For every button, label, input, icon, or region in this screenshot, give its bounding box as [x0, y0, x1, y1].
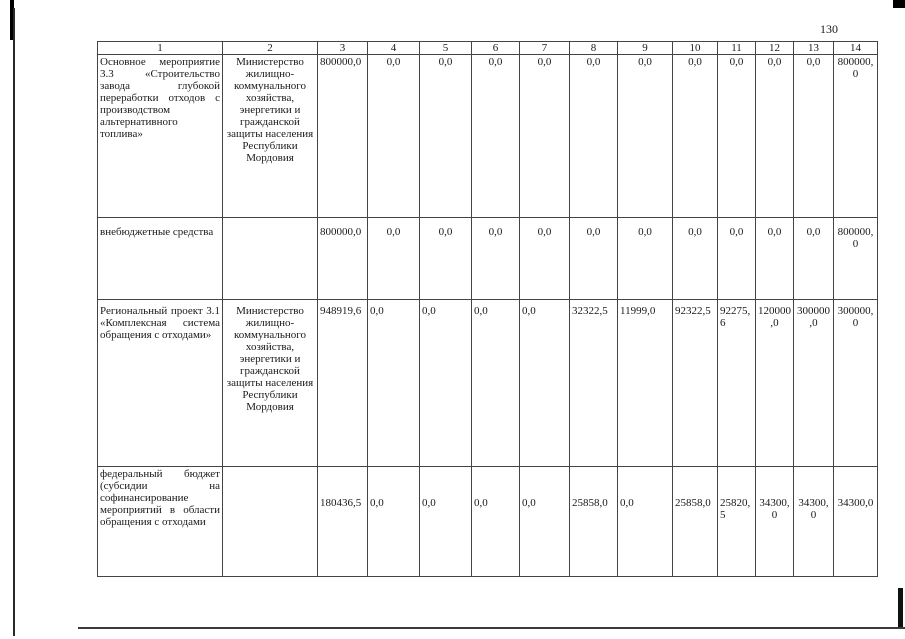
header-cell: 13 — [794, 42, 834, 55]
value-cell: 0,0 — [472, 467, 520, 577]
value-cell: 11999,0 — [618, 300, 673, 467]
value-cell: 0,0 — [756, 218, 794, 300]
value-cell: 800000,0 — [834, 218, 878, 300]
value-cell: 0,0 — [673, 218, 718, 300]
header-cell: 2 — [223, 42, 318, 55]
value-cell: 0,0 — [420, 55, 472, 218]
scan-bottom-border — [78, 627, 905, 629]
value-cell: 34300,0 — [834, 467, 878, 577]
value-cell: 0,0 — [420, 467, 472, 577]
value-cell: 0,0 — [368, 218, 420, 300]
value-cell: 0,0 — [618, 218, 673, 300]
value-cell: 0,0 — [520, 55, 570, 218]
value-cell: 300000,0 — [794, 300, 834, 467]
table-row — [98, 55, 878, 218]
value-cell: 0,0 — [472, 300, 520, 467]
header-cell: 14 — [834, 42, 878, 55]
scan-right-mark — [898, 588, 903, 628]
header-cell: 3 — [318, 42, 368, 55]
budget-table — [97, 41, 878, 577]
header-cell: 5 — [420, 42, 472, 55]
row-name: внебюджетные средства — [98, 218, 223, 300]
row-organization — [223, 467, 318, 577]
header-cell: 1 — [98, 42, 223, 55]
value-cell: 25820,5 — [718, 467, 756, 577]
value-cell: 0,0 — [570, 55, 618, 218]
row-organization: Министерство жилищно-коммунального хозяйства, энергетики и гражданской защиты населения Республики Мордовия — [223, 55, 318, 218]
value-cell: 0,0 — [472, 218, 520, 300]
value-cell: 800000,0 — [834, 55, 878, 218]
value-cell: 0,0 — [368, 300, 420, 467]
value-cell: 800000,0 — [318, 218, 368, 300]
row-name: федеральный бюджет (субсидии на софинансирование мероприятий в области обращения с отходами — [98, 467, 223, 577]
value-cell: 0,0 — [718, 218, 756, 300]
value-cell: 0,0 — [570, 218, 618, 300]
row-organization: Министерство жилищно-коммунального хозяйства, энергетики и гражданской защиты населения Республики Мордовия — [223, 300, 318, 467]
value-cell: 0,0 — [368, 55, 420, 218]
value-cell: 0,0 — [420, 300, 472, 467]
value-cell: 0,0 — [520, 300, 570, 467]
value-cell: 0,0 — [472, 55, 520, 218]
value-cell: 948919,6 — [318, 300, 368, 467]
value-cell: 0,0 — [673, 55, 718, 218]
row-organization — [223, 218, 318, 300]
value-cell: 0,0 — [756, 55, 794, 218]
value-cell: 0,0 — [618, 55, 673, 218]
value-cell: 25858,0 — [570, 467, 618, 577]
value-cell: 0,0 — [618, 467, 673, 577]
row-name: Основное мероприятие 3.3 «Строительство завода глубокой переработки отходов с производством альтернативного топлива» — [98, 55, 223, 218]
table-row — [98, 218, 878, 300]
value-cell: 0,0 — [520, 218, 570, 300]
header-row — [98, 42, 878, 55]
value-cell: 25858,0 — [673, 467, 718, 577]
table-row — [98, 300, 878, 467]
value-cell: 300000,0 — [834, 300, 878, 467]
value-cell: 0,0 — [520, 467, 570, 577]
header-cell: 10 — [673, 42, 718, 55]
value-cell: 0,0 — [794, 218, 834, 300]
header-cell: 9 — [618, 42, 673, 55]
page-number: 130 — [820, 22, 838, 36]
value-cell: 92275,6 — [718, 300, 756, 467]
value-cell: 32322,5 — [570, 300, 618, 467]
value-cell: 0,0 — [368, 467, 420, 577]
table-row — [98, 467, 878, 577]
header-cell: 6 — [472, 42, 520, 55]
header-cell: 7 — [520, 42, 570, 55]
scan-left-border — [13, 8, 15, 636]
value-cell: 0,0 — [794, 55, 834, 218]
header-cell: 11 — [718, 42, 756, 55]
value-cell: 0,0 — [420, 218, 472, 300]
value-cell: 0,0 — [718, 55, 756, 218]
header-cell: 4 — [368, 42, 420, 55]
value-cell: 34300,0 — [794, 467, 834, 577]
header-cell: 12 — [756, 42, 794, 55]
value-cell: 180436,5 — [318, 467, 368, 577]
scan-corner-mark — [893, 0, 905, 8]
row-name: Региональный проект 3.1 «Комплексная система обращения с отходами» — [98, 300, 223, 467]
header-cell: 8 — [570, 42, 618, 55]
value-cell: 34300,0 — [756, 467, 794, 577]
value-cell: 120000,0 — [756, 300, 794, 467]
value-cell: 92322,5 — [673, 300, 718, 467]
value-cell: 800000,0 — [318, 55, 368, 218]
